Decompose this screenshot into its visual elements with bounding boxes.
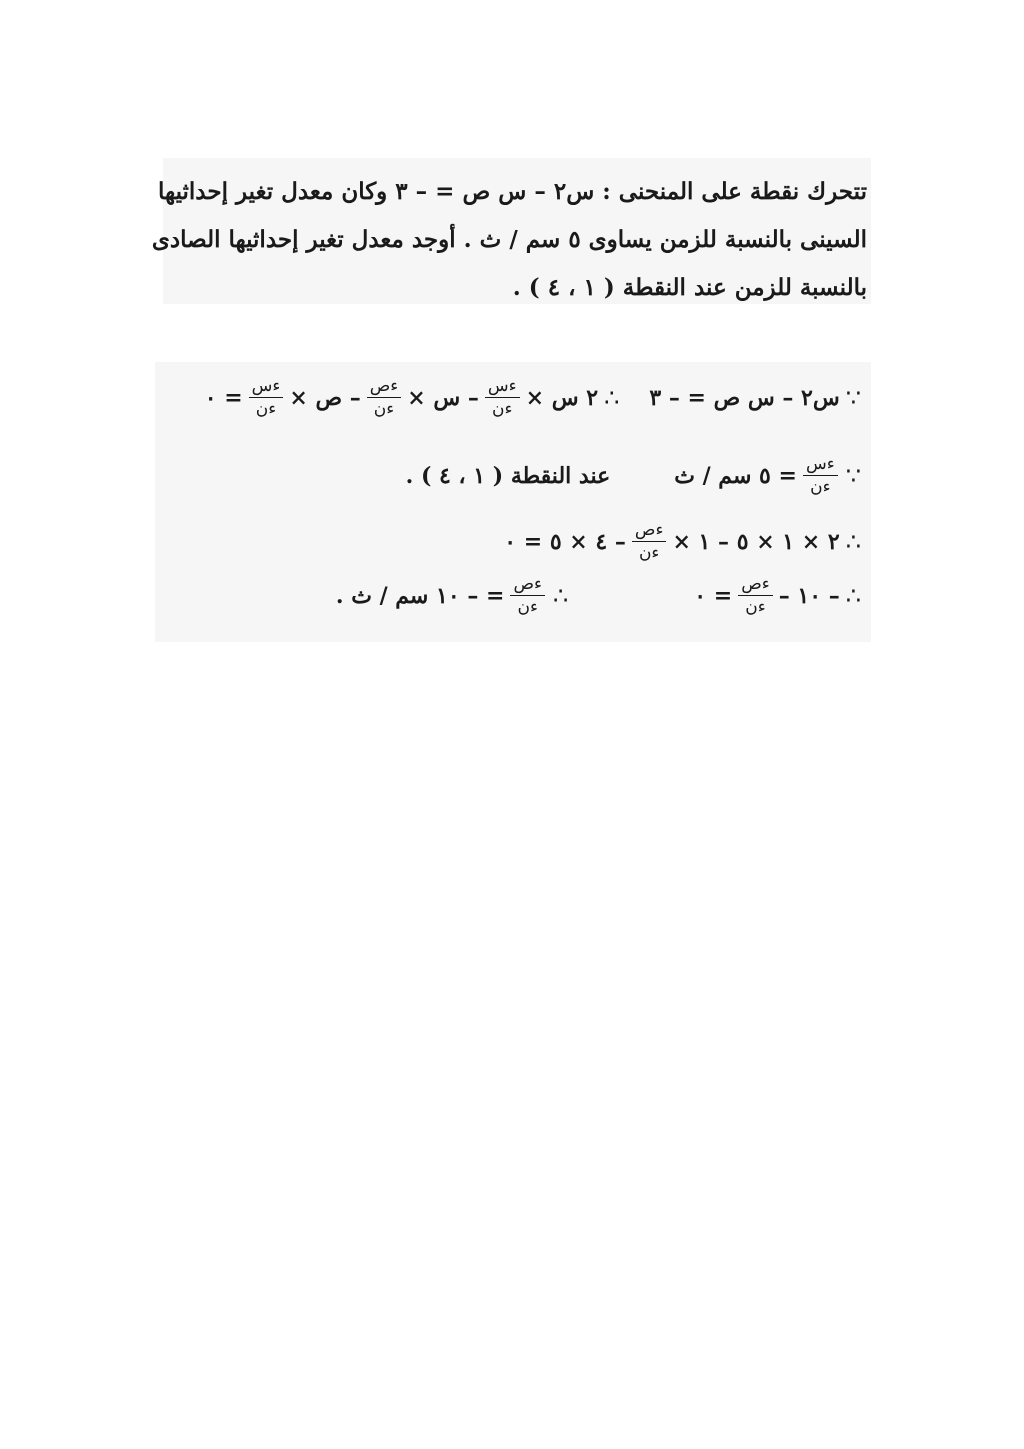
derivative-fraction (738, 574, 773, 617)
term: – ٤ × ٥ = ٠ (504, 528, 626, 555)
solution-line-1 (203, 376, 865, 419)
problem-statement (151, 158, 871, 304)
fraction-numerator: ءس (249, 376, 284, 398)
derivative-fraction (367, 376, 402, 419)
derivative-fraction (485, 376, 520, 419)
because-symbol: ∵ (845, 461, 861, 490)
therefore-symbol: ∴ (845, 527, 861, 556)
fraction-numerator: ءص (738, 574, 773, 596)
problem-line-3: بالنسبة للزمن عند النقطة ( ١ ، ٤ ) . (512, 274, 867, 301)
term: = ٠ (694, 582, 733, 609)
fraction-denominator: ءن (255, 399, 277, 419)
fraction-denominator: ءن (492, 399, 513, 419)
fraction-denominator: ءن (745, 597, 766, 617)
solution-line-3 (502, 520, 865, 563)
because-symbol: ∵ (845, 383, 861, 412)
fraction-denominator: ءن (810, 477, 831, 497)
term: ٢ × ١ × ٥ – ١ × (672, 528, 840, 555)
solution-block (155, 362, 871, 642)
derivative-fraction (632, 520, 667, 563)
derivative-fraction (803, 454, 838, 497)
fraction-numerator: ءس (803, 454, 838, 476)
therefore-symbol: ∴ (845, 581, 861, 610)
fraction-denominator: ءن (373, 399, 395, 419)
fraction-denominator: ءن (638, 543, 660, 563)
fraction-numerator: ءص (510, 574, 545, 596)
derivative-fraction (249, 376, 284, 419)
rate-value: = ٥ سم / ث (674, 462, 797, 489)
fraction-numerator: ءس (485, 376, 520, 398)
therefore-symbol: ∴ (552, 581, 569, 610)
term: ٢ س × (525, 384, 599, 411)
fraction-numerator: ءص (367, 376, 402, 398)
problem-line-2: السينى بالنسبة للزمن يساوى ٥ سم / ث . أوجد معدل تغير إحداثيها الصادى (151, 226, 867, 253)
term: – س × (407, 384, 479, 411)
final-answer: = – ١٠ سم / ث . (335, 582, 505, 609)
therefore-symbol: ∴ (604, 383, 620, 412)
solution-line-4 (334, 574, 865, 617)
solution-line-2 (404, 454, 865, 497)
problem-line-1: تتحرك نقطة على المنحنى : س٢ – س ص = – ٣ وكان معدل تغير إحداثيها (157, 178, 867, 205)
fraction-denominator: ءن (517, 597, 538, 617)
point-text: عند النقطة ( ١ ، ٤ ) . (405, 462, 611, 489)
term: = ٠ (204, 384, 243, 411)
derivative-fraction (510, 574, 545, 617)
curve-equation: س٢ – س ص = – ٣ (649, 384, 840, 411)
fraction-numerator: ءص (632, 520, 667, 542)
term: – ١٠ – (778, 582, 840, 609)
term: – ص × (289, 384, 361, 411)
